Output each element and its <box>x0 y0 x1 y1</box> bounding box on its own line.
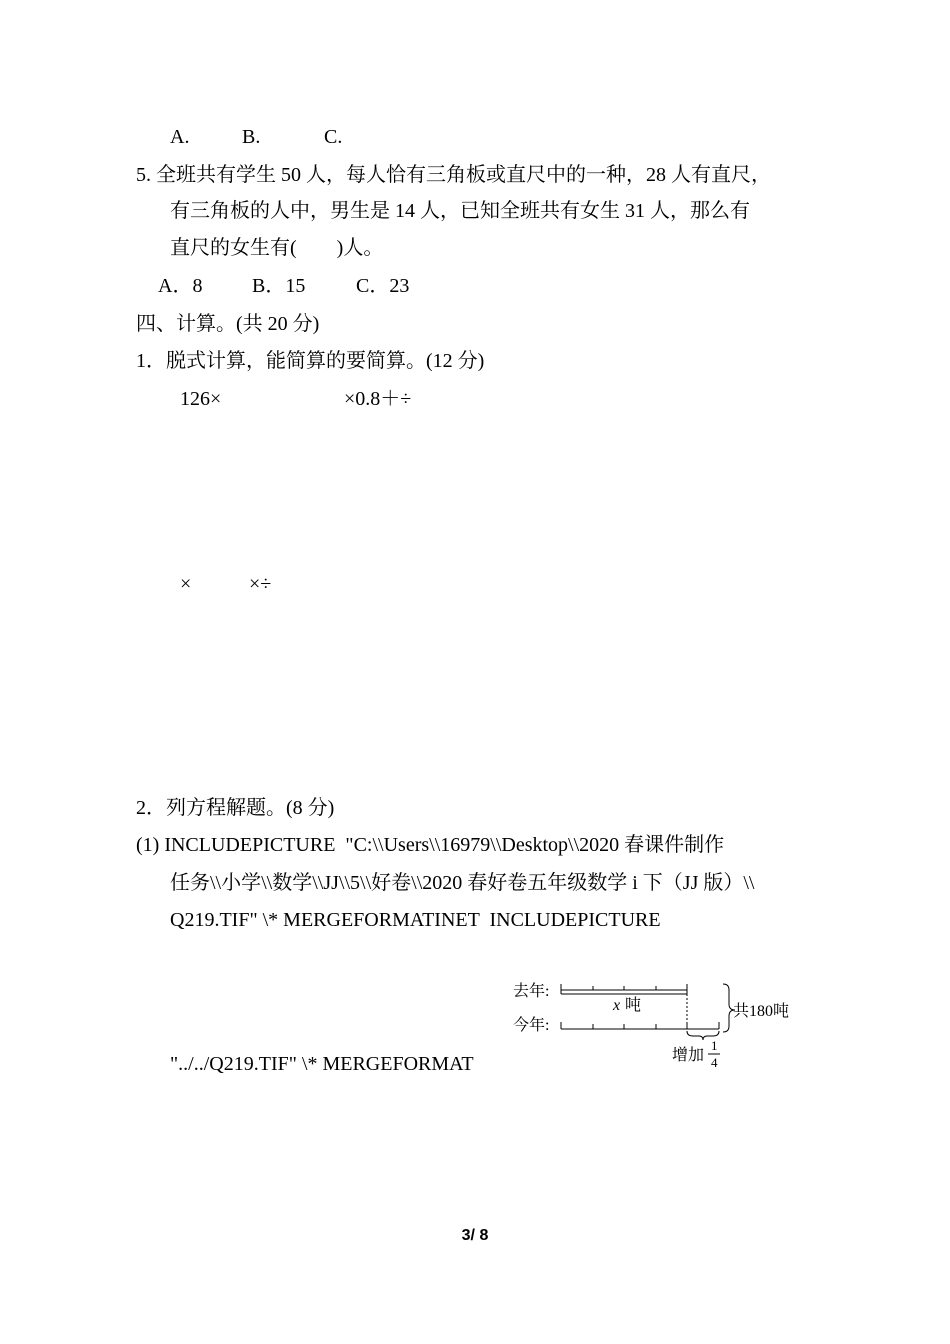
total-label: 共180吨 <box>733 1003 790 1020</box>
subquestion-1: 1．脱式计算，能简算的要简算。(12 分) <box>136 350 485 372</box>
problem-1-line-3: Q219.TIF" \* MERGEFORMATINET INCLUDEPICTURE <box>170 909 661 931</box>
fraction-denominator: 4 <box>711 1055 718 1070</box>
section-4-title: 四、计算。(共 20 分) <box>136 313 320 335</box>
expression-1: 126× <box>180 388 222 410</box>
expression-3: × <box>180 573 192 595</box>
fraction-numerator: 1 <box>711 1038 718 1053</box>
problem-1-line-2: 任务\\小学\\数学\\JJ\\5\\好卷\\2020 春好卷五年级数学 i 下（JJ 版）\\ <box>170 872 755 894</box>
q5-line-2: 有三角板的人中，男生是 14 人，已知全班共有女生 31 人，那么有 <box>170 200 750 222</box>
q5-line-3: 直尺的女生有( )人。 <box>170 237 384 259</box>
label-last-year: 去年: <box>513 983 550 1000</box>
ton-label: 吨 <box>625 997 642 1014</box>
label-this-year: 今年: <box>513 1017 550 1034</box>
q4-option-a: A. <box>170 126 190 148</box>
problem-1-line-1: (1) INCLUDEPICTURE "C:\\Users\\16979\\Desktop\\2020 春课件制作 <box>136 834 725 856</box>
q4-option-b: B. <box>242 126 261 148</box>
q5-option-a: A．8 <box>158 275 203 297</box>
page-number: 3/ 8 <box>461 1227 489 1244</box>
q5-line-1: 5. 全班共有学生 50 人，每人恰有三角板或直尺中的一种，28 人有直尺， <box>136 164 771 186</box>
line-segment-diagram <box>505 972 805 1077</box>
increase-label: 增加 <box>672 1047 705 1064</box>
q5-option-c: C．23 <box>356 275 410 297</box>
last-year-segment <box>561 984 687 994</box>
expression-2: ×0.8＋÷ <box>344 388 412 410</box>
this-year-segment <box>561 1022 719 1029</box>
q4-option-c: C. <box>324 126 343 148</box>
x-label: x <box>613 997 621 1014</box>
problem-1-line-4: "../../Q219.TIF" \* MERGEFORMAT <box>170 1053 474 1075</box>
subquestion-2: 2．列方程解题。(8 分) <box>136 797 335 819</box>
expression-4: ×÷ <box>249 573 272 595</box>
q5-option-b: B．15 <box>252 275 306 297</box>
